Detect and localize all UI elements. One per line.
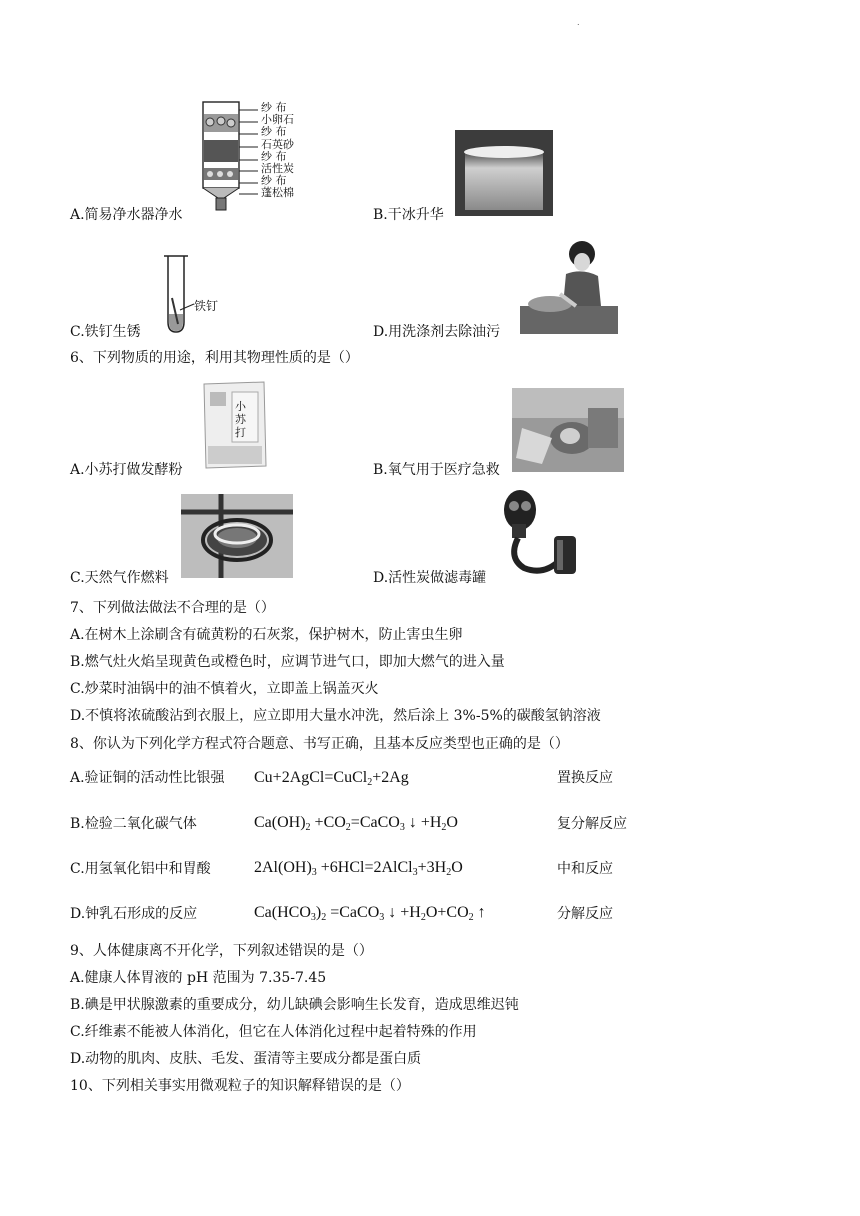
- q6-option-b: B.氧气用于医疗急救: [373, 462, 500, 478]
- q9-option-c: C.纤维素不能被人体消化，但它在人体消化过程中起着特殊的作用: [70, 1024, 477, 1040]
- q8-option-b: B.检验二氧化碳气体: [70, 816, 197, 832]
- q8-type-b: 复分解反应: [557, 816, 627, 832]
- iron-nail-label: 铁钉: [194, 299, 219, 313]
- q8-equation-d: $Ca(HCO_3)_2$ =CaCO$_3$ ↓ $+H_2O+CO_2$ ↑: [254, 904, 486, 923]
- filter-label: 活性炭: [261, 162, 294, 176]
- q7-option-a: A.在树木上涂刷含有硫黄粉的石灰浆，保护树木，防止害虫生卵: [70, 627, 463, 643]
- oxygen-mask-photo: [512, 388, 624, 472]
- q7-option-d: D.不慎将浓硫酸沾到衣服上，应立即用大量水冲洗，然后涂上 3%-5%的碳酸氢钠溶液: [70, 708, 601, 724]
- q9-option-d: D.动物的肌肉、皮肤、毛发、蛋清等主要成分都是蛋白质: [70, 1051, 422, 1067]
- filter-label: 小卵石: [261, 113, 294, 127]
- q5-option-a: A.简易净水器净水: [70, 207, 183, 223]
- q8-type-d: 分解反应: [557, 906, 613, 922]
- baking-soda-label: 小苏打: [235, 400, 246, 439]
- q6-option-a: A.小苏打做发酵粉: [70, 462, 183, 478]
- top-mark: .: [577, 18, 580, 27]
- q9-option-a: A.健康人体胃液的 pH 范围为 7.35-7.45: [70, 970, 327, 986]
- q5-option-b: B.干冰升华: [373, 207, 444, 223]
- filter-label: 纱 布: [261, 101, 287, 114]
- q8-type-a: 置换反应: [557, 770, 613, 786]
- q6-stem: 6、下列物质的用途，利用其物理性质的是（）: [70, 350, 359, 366]
- q5-option-d: D.用洗涤剂去除油污: [373, 324, 501, 340]
- q8-option-d: D.钟乳石形成的反应: [70, 906, 198, 922]
- q8-equation-b: $Ca(OH)_2$ $+CO_2=CaCO_3$ ↓ $+H_2O$: [254, 814, 458, 833]
- q6-option-c: C.天然气作燃料: [70, 570, 169, 586]
- q10-stem: 10、下列相关事实用微观粒子的知识解释错误的是（）: [70, 1078, 410, 1094]
- q6-option-d: D.活性炭做滤毒罐: [373, 570, 487, 586]
- filter-labels: [261, 102, 294, 200]
- q7-option-c: C.炒菜时油锅中的油不慎着火，立即盖上锅盖灭火: [70, 681, 379, 697]
- q9-stem: 9、人体健康离不开化学，下列叙述错误的是（）: [70, 943, 373, 959]
- gas-mask-photo: [494, 488, 582, 580]
- q8-equation-c: $2Al(OH)_3$ $+6HCl=2AlCl_3+3H_2O$: [254, 859, 463, 878]
- q9-option-b: B.碘是甲状腺激素的重要成分，幼儿缺碘会影响生长发育，造成思维迟钝: [70, 997, 519, 1013]
- q8-option-c: C.用氢氧化铝中和胃酸: [70, 861, 211, 877]
- q5-option-c: C.铁钉生锈: [70, 324, 141, 340]
- q8-stem: 8、你认为下列化学方程式符合题意、书写正确，且基本反应类型也正确的是（）: [70, 736, 569, 752]
- test-tube-figure: [160, 254, 226, 336]
- gas-stove-photo: [181, 494, 293, 578]
- filter-label: 纱 布: [261, 125, 287, 139]
- q8-equation-a: Cu+2AgCl=CuCl$_2$+2Ag: [254, 769, 409, 788]
- q8-type-c: 中和反应: [557, 861, 613, 877]
- q7-stem: 7、下列做法做法不合理的是（）: [70, 600, 275, 616]
- filter-label: 纱 布: [261, 149, 287, 163]
- filter-label: 蓬松棉: [261, 186, 294, 200]
- filter-label: 石英砂: [261, 137, 294, 151]
- dry-ice-photo: [455, 130, 553, 216]
- q7-option-b: B.燃气灶火焰呈现黄色或橙色时，应调节进气口，即加大燃气的进入量: [70, 654, 505, 670]
- q8-option-a: A.验证铜的活动性比银强: [70, 770, 225, 786]
- detergent-photo: [520, 236, 618, 334]
- filter-label: 纱 布: [261, 174, 287, 188]
